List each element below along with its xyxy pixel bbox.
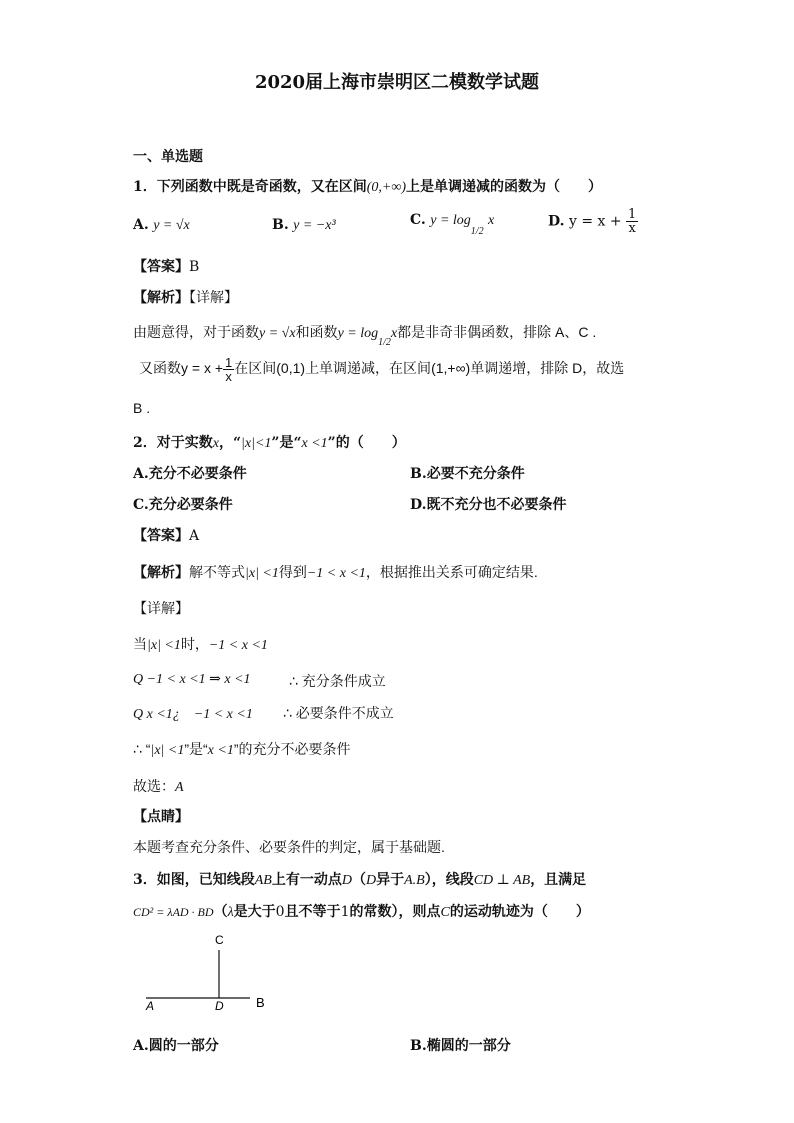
q1-option-d bbox=[548, 208, 638, 235]
q1-l1-text-c: 都是非奇非偶函数，排除 A、C . bbox=[397, 324, 597, 340]
q3-stem-f: ，且满足 bbox=[530, 872, 587, 888]
q3-stem-c: （ bbox=[351, 872, 366, 888]
q2-l4-a: ∴ “ bbox=[133, 741, 151, 757]
q1-option-d-numerator: 1 bbox=[628, 207, 637, 222]
q1-option-b-label: B. bbox=[272, 217, 289, 233]
q1-l1-func2-base: 1/2 bbox=[378, 337, 391, 348]
q2-l1-b: 时， bbox=[180, 636, 209, 652]
q2-option-a: A.充分不必要条件 bbox=[133, 466, 247, 482]
q2-stem-b: ，“ bbox=[218, 435, 242, 451]
q2-analysis-tag: 【解析】 bbox=[133, 565, 189, 581]
q3-m-ab2: A.B bbox=[404, 873, 425, 888]
q3-l2-zero: 0 bbox=[275, 904, 285, 920]
q1-stem-b: 上是单调递减的函数为（ ） bbox=[406, 179, 603, 195]
question-3-stem-line-1 bbox=[133, 869, 586, 889]
q1-option-c-math: y = log bbox=[430, 213, 471, 228]
q2-detail-line-3-text: ∴ 必要条件不成立 bbox=[283, 705, 394, 721]
q2-l4-b: ”是“ bbox=[184, 741, 208, 757]
q2-l1-a: 当 bbox=[133, 636, 147, 652]
q1-option-d-denominator: x bbox=[628, 221, 636, 236]
q2-analysis-m2: −1 < x <1 bbox=[306, 566, 366, 581]
q3-m-d: D bbox=[341, 873, 352, 888]
q2-analysis-c: ，根据推出关系可确定结果. bbox=[365, 564, 538, 580]
q2-comment-tag: 【点睛】 bbox=[133, 809, 189, 825]
q3-l2-one: 1 bbox=[340, 904, 350, 920]
q3-l2-b: 是大于 bbox=[233, 904, 276, 920]
q1-l2-numerator: 1 bbox=[225, 355, 233, 370]
q2-option-d: D.既不充分也不必要条件 bbox=[410, 497, 567, 513]
q1-solution-line-2 bbox=[139, 356, 624, 383]
q1-l1-func2-x: x bbox=[390, 326, 398, 341]
q1-l2-denominator: x bbox=[225, 369, 232, 384]
q1-l2-text-b: 在区间 bbox=[234, 360, 277, 377]
question-2-stem bbox=[133, 432, 406, 452]
q1-solution-line-3: B . bbox=[133, 400, 151, 416]
q1-answer bbox=[133, 256, 199, 276]
q3-l2-d: 的常数），则点 bbox=[349, 904, 441, 920]
q1-option-c-label: C. bbox=[410, 212, 426, 228]
q3-option-b: B.椭圆的一部分 bbox=[410, 1038, 511, 1054]
q3-m-cd: CD ⊥ AB bbox=[473, 873, 531, 888]
q3-figure bbox=[140, 928, 280, 1014]
q2-l1-m: |x| <1 bbox=[147, 638, 181, 653]
q1-stem-a: 1．下列函数中既是奇函数，又在区间 bbox=[133, 179, 367, 195]
q2-l1-m2: −1 < x <1 bbox=[208, 638, 268, 653]
q2-l4-m1: |x| <1 bbox=[150, 743, 185, 758]
q1-l1-func1: y = √x bbox=[259, 326, 296, 341]
q1-l2-interval-2: (1,+∞) bbox=[431, 360, 471, 377]
q3-l2-lambda: λ bbox=[227, 905, 234, 920]
q2-detail-line-4 bbox=[133, 739, 351, 759]
q2-answer-value: A bbox=[189, 528, 200, 544]
q1-option-c-base: 1/2 bbox=[470, 226, 484, 237]
question-1-stem bbox=[133, 176, 602, 196]
q1-l1-func2: y = log bbox=[337, 326, 379, 341]
q2-analysis-b: 得到 bbox=[278, 564, 307, 580]
q1-l1-text-a: 由题意得，对于函数 bbox=[133, 324, 259, 340]
q2-stem-d: ”的（ ） bbox=[327, 435, 406, 451]
q1-option-a-label: A. bbox=[133, 217, 149, 233]
q2-choose bbox=[133, 776, 184, 796]
q1-l2-interval-1: (0,1) bbox=[276, 360, 306, 377]
q3-stem-d: 异于 bbox=[376, 872, 405, 888]
q3-stem-e: ），线段 bbox=[424, 872, 474, 888]
q1-option-d-math: y = x + bbox=[568, 213, 622, 230]
question-3-stem-line-2 bbox=[133, 901, 590, 921]
q3-l2-formula: CD² = λAD · BD bbox=[133, 905, 214, 919]
q2-option-c: C.充分必要条件 bbox=[133, 497, 233, 513]
section-heading: 一、单选题 bbox=[133, 149, 203, 165]
q1-analysis-heading bbox=[133, 287, 238, 307]
q1-answer-tag: 【答案】 bbox=[133, 259, 189, 275]
q3-m-d2: D bbox=[365, 873, 377, 888]
q1-option-b-math: y = −x³ bbox=[293, 218, 336, 233]
q2-stem-c: ”是“ bbox=[271, 435, 302, 451]
q2-stem-x: x bbox=[212, 436, 219, 451]
q3-l2-a: （ bbox=[213, 904, 228, 920]
q2-detail-line-2-text: ∴ 充分条件成立 bbox=[289, 673, 386, 689]
q1-l1-text-b: 和函数 bbox=[295, 324, 338, 340]
q1-option-d-label: D. bbox=[548, 213, 565, 230]
q2-answer bbox=[133, 525, 199, 545]
q2-l4-m2: x <1 bbox=[207, 743, 234, 758]
q2-detail-line-1 bbox=[133, 634, 268, 654]
q3-l2-c: 且不等于 bbox=[284, 904, 341, 920]
fig-label-a: A bbox=[146, 999, 155, 1013]
q2-stem-cond2: x <1 bbox=[301, 436, 328, 451]
q3-stem-b: 上有一动点 bbox=[271, 872, 342, 888]
q1-analysis-tag: 【解析】 bbox=[133, 290, 189, 306]
q3-l2-point-c: C bbox=[440, 905, 450, 920]
q3-option-a: A.圆的一部分 bbox=[133, 1038, 219, 1054]
q1-interval: (0,+∞) bbox=[366, 180, 407, 195]
q2-answer-tag: 【答案】 bbox=[133, 528, 189, 544]
q2-choose-value: A bbox=[175, 780, 184, 795]
q1-l2-text-d: 单调递增，排除 D，故选 bbox=[470, 360, 625, 377]
q2-detail-tag: 【详解】 bbox=[133, 601, 189, 617]
fig-label-b: B bbox=[256, 995, 265, 1010]
q1-option-c-x: x bbox=[488, 213, 495, 228]
fig-label-c: C bbox=[215, 933, 224, 947]
q2-analysis-a: 解不等式 bbox=[189, 564, 245, 580]
q2-choose-label: 故选： bbox=[133, 778, 175, 794]
q3-m-ab: AB bbox=[254, 873, 272, 888]
q1-l2-func: y = x + bbox=[181, 360, 224, 377]
q1-l2-text-a: 又函数 bbox=[139, 360, 181, 377]
q1-option-a bbox=[133, 217, 190, 234]
q2-analysis-m1: |x| <1 bbox=[245, 566, 279, 581]
fig-label-d: D bbox=[215, 999, 224, 1013]
q1-solution-line-1 bbox=[133, 322, 597, 348]
q2-analysis bbox=[133, 562, 538, 582]
page-title: 2020届上海市崇明区二模数学试题 bbox=[254, 72, 540, 93]
q2-stem-cond1: |x|<1 bbox=[241, 436, 272, 451]
q1-option-c bbox=[410, 212, 495, 237]
q1-detail-tag: 【详解】 bbox=[189, 290, 238, 306]
q2-stem-a: 2．对于实数 bbox=[133, 435, 213, 451]
q1-answer-value: B bbox=[189, 259, 200, 275]
q1-l2-text-c: 上单调递减，在区间 bbox=[305, 360, 432, 377]
q2-detail-line-3-math: Q x <1¿ −1 < x <1 bbox=[133, 707, 253, 722]
q1-option-a-math: y = √x bbox=[153, 218, 190, 233]
q1-option-b bbox=[272, 217, 336, 234]
q2-l4-c: ”的充分不必要条件 bbox=[233, 741, 351, 757]
q3-stem-a: 3．如图，已知线段 bbox=[133, 872, 255, 888]
q3-l2-e: 的运动轨迹为（ ） bbox=[449, 904, 590, 920]
q2-option-b: B.必要不充分条件 bbox=[410, 466, 525, 482]
q2-detail-line-2-math: Q −1 < x <1 ⇒ x <1 bbox=[133, 672, 251, 687]
q2-comment: 本题考查充分条件、必要条件的判定，属于基础题. bbox=[133, 839, 445, 855]
